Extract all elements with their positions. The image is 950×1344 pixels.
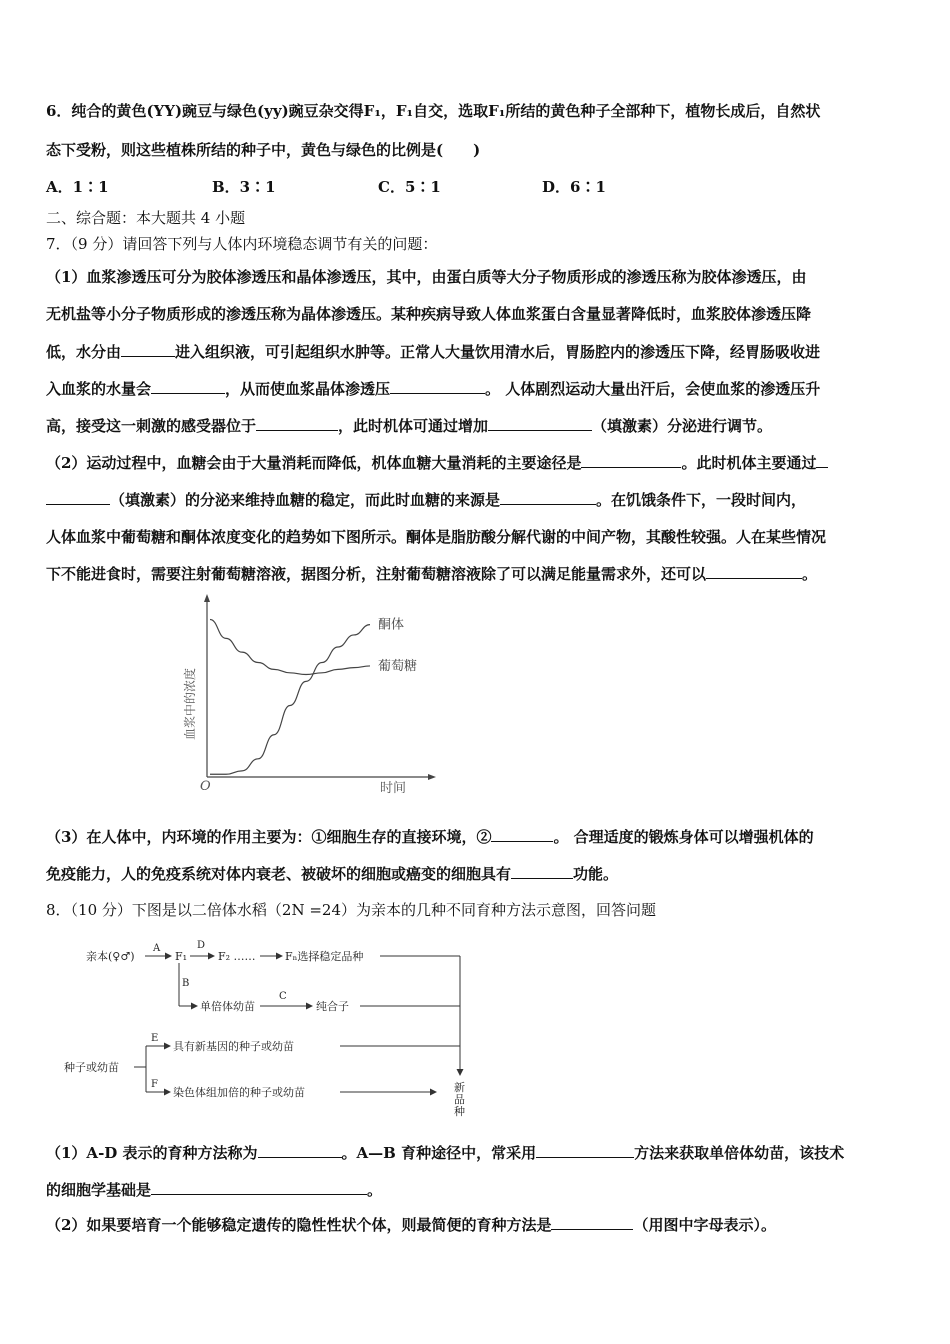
answer-blank[interactable]: [706, 564, 802, 579]
answer-blank[interactable]: [488, 416, 592, 431]
q7-p2-line-1: （2）运动过程中，血糖会由于大量消耗而降低，机体血糖大量消耗的主要途径是 。此时机体主要通过: [46, 453, 916, 473]
series-label-glucose: 葡萄糖: [378, 658, 418, 674]
y-axis-label: 血浆中的浓度: [183, 667, 197, 740]
q6-line-2: 态下受粉，则这些植株所结的种子中，黄色与绿色的比例是( ): [46, 141, 481, 159]
q6-line-1: 6．纯合的黄色(YY)豌豆与绿色(yy)豌豆杂交得F₁，F₁自交，选取F₁所结的黄色种子全部种下，植物长成后，自然状: [46, 102, 821, 120]
node-seed: 种子或幼苗: [64, 1061, 119, 1074]
q8-p1-line-1: （1）A-D 表示的育种方法称为 。A—B 育种途径中，常采用 方法来获取单倍体幼苗，该技术: [46, 1144, 845, 1162]
label-e: E: [151, 1033, 159, 1044]
q7-p2-line-3: 人体血浆中葡萄糖和酮体浓度变化的趋势如下图所示。酮体是脂肪酸分解代谢的中间产物，其酸性较强。人在某些情况: [46, 528, 827, 546]
q7-p1-line-1: （1）血浆渗透压可分为胶体渗透压和晶体渗透压，其中，由蛋白质等大分子物质形成的渗透压称为胶体渗透压，由: [46, 268, 807, 286]
answer-blank[interactable]: [258, 1143, 342, 1158]
answer-blank[interactable]: [491, 827, 553, 842]
answer-blank[interactable]: [151, 379, 225, 394]
node-pure: 纯合子: [316, 1000, 349, 1013]
node-newvar-2: 品: [454, 1093, 465, 1106]
node-f1: F₁: [175, 950, 188, 963]
node-chromo: 染色体组加倍的种子或幼苗: [173, 1086, 305, 1099]
series-line-ketone: [210, 625, 370, 775]
q7-p1-line-5: 高，接受这一刺激的感受器位于 ，此时机体可通过增加 （填激素）分泌进行调节。: [46, 417, 773, 435]
series-label-ketone: 酮体: [378, 617, 405, 633]
node-parent: 亲本(♀♂): [86, 950, 135, 963]
answer-blank[interactable]: [551, 1215, 633, 1230]
series-line-glucose: [210, 619, 370, 674]
q7-header: 7．（9 分）请回答下列与人体内环境稳态调节有关的问题：: [46, 235, 438, 253]
answer-blank[interactable]: [151, 1180, 367, 1195]
label-d: D: [197, 940, 206, 951]
node-newgene: 具有新基因的种子或幼苗: [173, 1040, 294, 1053]
q6-option-c: C．5∶1: [378, 178, 441, 196]
chart-series-group: [210, 617, 417, 775]
section-2-title: 二、综合题：本大题共 4 小题: [46, 209, 246, 227]
q6-option-b: B．3∶1: [212, 178, 276, 196]
q7-p1-line-4: 入血浆的水量会 ，从而使血浆晶体渗透压 。 人体剧烈运动大量出汗后，会使血浆的渗透压升: [46, 380, 821, 398]
q6-option-d: D．6∶1: [542, 178, 606, 196]
answer-blank[interactable]: [581, 453, 681, 468]
node-haploid: 单倍体幼苗: [200, 1000, 255, 1013]
answer-blank[interactable]: [500, 490, 596, 505]
concentration-chart: [180, 590, 440, 806]
label-a: A: [153, 943, 161, 954]
breeding-diagram: [60, 935, 500, 1129]
answer-blank[interactable]: [816, 453, 828, 468]
answer-blank[interactable]: [536, 1143, 634, 1158]
q7-p3-line-1: （3）在人体中，内环境的作用主要为：①细胞生存的直接环境，② 。 合理适度的锻炼身体可以增强机体的: [46, 828, 814, 846]
breeding-diagram-svg: [60, 935, 500, 1125]
x-axis-label: 时间: [380, 781, 407, 796]
node-newvar-3: 种: [454, 1105, 465, 1118]
answer-blank[interactable]: [46, 490, 110, 505]
answer-blank[interactable]: [256, 416, 338, 431]
node-f2: F₂ ……: [218, 950, 256, 963]
q8-p1-line-2: 的细胞学基础是 。: [46, 1181, 383, 1199]
q7-p1-line-3: 低，水分由 进入组织液，可引起组织水肿等。正常人大量饮用清水后，胃肠腔内的渗透压下降，经胃肠吸收进: [46, 343, 821, 361]
q8-header: 8．（10 分）下图是以二倍体水稻（2N =24）为亲本的几种不同育种方法示意图，回答问题: [46, 901, 656, 919]
label-c: C: [279, 991, 287, 1002]
node-newvar-1: 新: [454, 1081, 465, 1094]
q7-p2-line-2: （填激素）的分泌来维持血糖的稳定，而此时血糖的来源是 。在饥饿条件下，一段时间内，: [46, 490, 916, 510]
node-fn: Fₙ选择稳定品种: [285, 950, 364, 963]
answer-blank[interactable]: [390, 379, 485, 394]
answer-blank[interactable]: [511, 864, 573, 879]
answer-blank[interactable]: [121, 342, 175, 357]
q7-p3-line-2: 免疫能力，人的免疫系统对体内衰老、被破坏的细胞或癌变的细胞具有 功能。: [46, 865, 619, 883]
q7-p2-line-4: 下不能进食时，需要注射葡萄糖溶液，据图分析，注射葡萄糖溶液除了可以满足能量需求外，还可以 。: [46, 565, 818, 583]
chart-svg: [180, 590, 440, 802]
x-axis-arrow: [428, 774, 436, 780]
label-f: F: [151, 1079, 158, 1090]
q8-p2-line: （2）如果要培育一个能够稳定遗传的隐性性状个体，则最简便的育种方法是 （用图中字母表示）。: [46, 1216, 776, 1234]
label-b: B: [182, 978, 190, 989]
origin-label: O: [200, 779, 211, 794]
y-axis-arrow: [204, 594, 210, 602]
q7-p1-line-2: 无机盐等小分子物质形成的渗透压称为晶体渗透压。某种疾病导致人体血浆蛋白含量显著降低时，血浆胶体渗透压降: [46, 305, 812, 323]
q6-option-a: A．1∶1: [46, 178, 109, 196]
